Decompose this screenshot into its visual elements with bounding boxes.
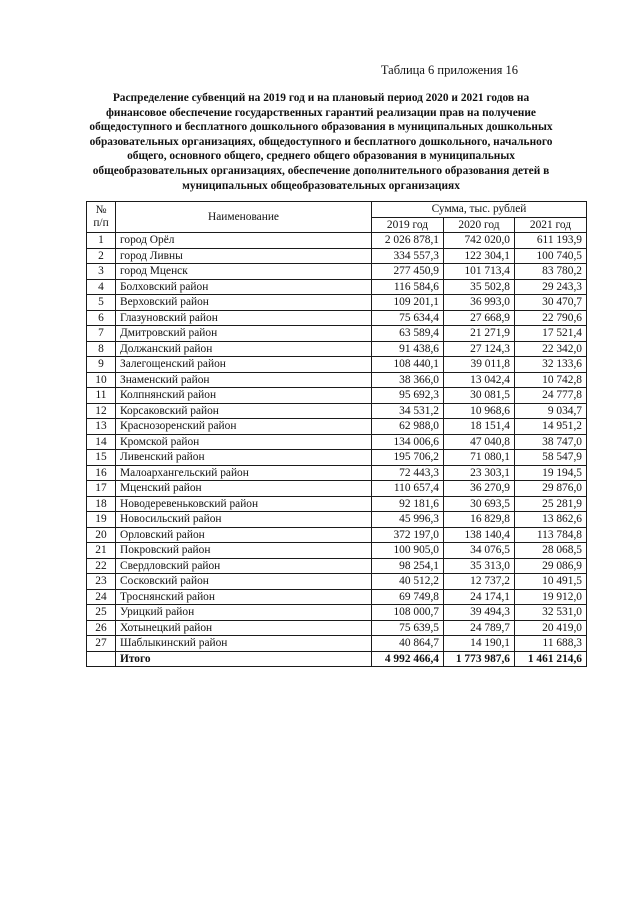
row-name: Колпнянский район <box>116 388 372 404</box>
total-row <box>87 651 587 667</box>
table-row <box>87 589 587 605</box>
row-name: Дмитровский район <box>116 326 372 342</box>
row-value-2019: 116 584,6 <box>372 279 444 295</box>
row-value-2019: 372 197,0 <box>372 527 444 543</box>
row-value-2019: 38 366,0 <box>372 372 444 388</box>
row-value-2019: 2 026 878,1 <box>372 233 444 249</box>
row-value-2020: 35 313,0 <box>444 558 515 574</box>
row-number: 21 <box>87 543 116 559</box>
row-name: Свердловский район <box>116 558 372 574</box>
row-value-2020: 35 502,8 <box>444 279 515 295</box>
row-value-2020: 138 140,4 <box>444 527 515 543</box>
row-number: 20 <box>87 527 116 543</box>
row-value-2021: 29 243,3 <box>515 279 587 295</box>
row-value-2019: 40 864,7 <box>372 636 444 652</box>
row-name: Корсаковский район <box>116 403 372 419</box>
row-name: город Орёл <box>116 233 372 249</box>
table-row <box>87 527 587 543</box>
row-value-2021: 9 034,7 <box>515 403 587 419</box>
table-row <box>87 357 587 373</box>
row-value-2020: 39 011,8 <box>444 357 515 373</box>
row-number: 22 <box>87 558 116 574</box>
table-row <box>87 512 587 528</box>
row-name: город Мценск <box>116 264 372 280</box>
total-label: Итого <box>116 651 372 667</box>
header-sum: Сумма, тыс. рублей <box>372 202 587 218</box>
row-value-2021: 29 086,9 <box>515 558 587 574</box>
row-name: Шаблыкинский район <box>116 636 372 652</box>
row-name: Должанский район <box>116 341 372 357</box>
row-number: 1 <box>87 233 116 249</box>
row-value-2020: 30 693,5 <box>444 496 515 512</box>
header-num-abbrev: п/п <box>93 217 109 229</box>
row-name: Мценский район <box>116 481 372 497</box>
row-value-2020: 10 968,6 <box>444 403 515 419</box>
row-name: Ливенский район <box>116 450 372 466</box>
row-value-2020: 24 789,7 <box>444 620 515 636</box>
row-name: Сосковский район <box>116 574 372 590</box>
row-value-2019: 277 450,9 <box>372 264 444 280</box>
table-row <box>87 496 587 512</box>
table-row <box>87 310 587 326</box>
row-value-2021: 83 780,2 <box>515 264 587 280</box>
row-value-2020: 21 271,9 <box>444 326 515 342</box>
row-value-2020: 13 042,4 <box>444 372 515 388</box>
row-name: Знаменский район <box>116 372 372 388</box>
row-value-2019: 91 438,6 <box>372 341 444 357</box>
row-number: 15 <box>87 450 116 466</box>
row-value-2021: 14 951,2 <box>515 419 587 435</box>
row-number: 19 <box>87 512 116 528</box>
header-year-2020: 2020 год <box>444 217 515 233</box>
row-name: Глазуновский район <box>116 310 372 326</box>
row-value-2020: 36 993,0 <box>444 295 515 311</box>
table-row <box>87 450 587 466</box>
table-row <box>87 620 587 636</box>
table-row <box>87 543 587 559</box>
row-number: 16 <box>87 465 116 481</box>
row-value-2019: 334 557,3 <box>372 248 444 264</box>
row-value-2021: 10 742,8 <box>515 372 587 388</box>
row-value-2020: 39 494,3 <box>444 605 515 621</box>
row-value-2020: 14 190,1 <box>444 636 515 652</box>
row-value-2020: 16 829,8 <box>444 512 515 528</box>
row-value-2019: 45 996,3 <box>372 512 444 528</box>
row-name: Краснозоренский район <box>116 419 372 435</box>
table-row <box>87 481 587 497</box>
row-name: Новодеревеньковский район <box>116 496 372 512</box>
row-value-2019: 95 692,3 <box>372 388 444 404</box>
row-value-2021: 25 281,9 <box>515 496 587 512</box>
total-value-2020: 1 773 987,6 <box>444 651 515 667</box>
table-reference: Таблица 6 приложения 16 <box>380 63 518 77</box>
row-value-2019: 100 905,0 <box>372 543 444 559</box>
table-row <box>87 388 587 404</box>
row-value-2020: 18 151,4 <box>444 419 515 435</box>
row-value-2019: 69 749,8 <box>372 589 444 605</box>
row-name: Орловский район <box>116 527 372 543</box>
row-number: 18 <box>87 496 116 512</box>
header-name: Наименование <box>116 202 372 233</box>
row-name: Урицкий район <box>116 605 372 621</box>
row-value-2019: 134 006,6 <box>372 434 444 450</box>
row-value-2019: 62 988,0 <box>372 419 444 435</box>
row-value-2020: 27 124,3 <box>444 341 515 357</box>
row-value-2019: 92 181,6 <box>372 496 444 512</box>
row-value-2019: 109 201,1 <box>372 295 444 311</box>
row-value-2020: 24 174,1 <box>444 589 515 605</box>
row-value-2021: 29 876,0 <box>515 481 587 497</box>
row-value-2021: 22 342,0 <box>515 341 587 357</box>
row-value-2021: 22 790,6 <box>515 310 587 326</box>
table-body <box>87 233 587 667</box>
row-number: 26 <box>87 620 116 636</box>
row-value-2021: 13 862,6 <box>515 512 587 528</box>
row-number: 3 <box>87 264 116 280</box>
row-number: 11 <box>87 388 116 404</box>
table-row <box>87 636 587 652</box>
row-value-2020: 27 668,9 <box>444 310 515 326</box>
row-value-2021: 11 688,3 <box>515 636 587 652</box>
subvention-table <box>86 201 587 667</box>
row-name: Троснянский район <box>116 589 372 605</box>
row-name: Хотынецкий район <box>116 620 372 636</box>
row-number: 14 <box>87 434 116 450</box>
row-value-2021: 58 547,9 <box>515 450 587 466</box>
row-value-2021: 100 740,5 <box>515 248 587 264</box>
row-number: 23 <box>87 574 116 590</box>
table-row <box>87 465 587 481</box>
header-year-2019: 2019 год <box>372 217 444 233</box>
row-value-2021: 17 521,4 <box>515 326 587 342</box>
table-row <box>87 341 587 357</box>
row-name: Покровский район <box>116 543 372 559</box>
row-number: 2 <box>87 248 116 264</box>
row-value-2019: 110 657,4 <box>372 481 444 497</box>
row-value-2020: 742 020,0 <box>444 233 515 249</box>
row-number: 6 <box>87 310 116 326</box>
table-row <box>87 264 587 280</box>
row-value-2021: 20 419,0 <box>515 620 587 636</box>
table-row <box>87 419 587 435</box>
row-value-2020: 36 270,9 <box>444 481 515 497</box>
row-value-2019: 63 589,4 <box>372 326 444 342</box>
row-name: город Ливны <box>116 248 372 264</box>
row-number: 9 <box>87 357 116 373</box>
row-value-2019: 75 634,4 <box>372 310 444 326</box>
table-row <box>87 372 587 388</box>
row-value-2020: 71 080,1 <box>444 450 515 466</box>
row-value-2019: 108 000,7 <box>372 605 444 621</box>
row-value-2020: 30 081,5 <box>444 388 515 404</box>
row-value-2020: 47 040,8 <box>444 434 515 450</box>
row-value-2021: 19 194,5 <box>515 465 587 481</box>
total-value-2019: 4 992 466,4 <box>372 651 444 667</box>
row-value-2021: 32 531,0 <box>515 605 587 621</box>
row-name: Болховский район <box>116 279 372 295</box>
row-value-2019: 195 706,2 <box>372 450 444 466</box>
row-name: Малоархангельский район <box>116 465 372 481</box>
row-value-2021: 38 747,0 <box>515 434 587 450</box>
row-value-2019: 108 440,1 <box>372 357 444 373</box>
row-value-2019: 75 639,5 <box>372 620 444 636</box>
row-value-2020: 34 076,5 <box>444 543 515 559</box>
row-value-2020: 122 304,1 <box>444 248 515 264</box>
row-number: 13 <box>87 419 116 435</box>
table-row <box>87 248 587 264</box>
row-value-2020: 23 303,1 <box>444 465 515 481</box>
row-value-2021: 19 912,0 <box>515 589 587 605</box>
row-number: 25 <box>87 605 116 621</box>
row-name: Верховский район <box>116 295 372 311</box>
row-number: 8 <box>87 341 116 357</box>
table-row <box>87 233 587 249</box>
row-value-2019: 34 531,2 <box>372 403 444 419</box>
row-name: Залегощенский район <box>116 357 372 373</box>
row-number: 27 <box>87 636 116 652</box>
header-year-2021: 2021 год <box>515 217 587 233</box>
table-row <box>87 326 587 342</box>
row-number: 17 <box>87 481 116 497</box>
row-value-2021: 30 470,7 <box>515 295 587 311</box>
row-value-2020: 12 737,2 <box>444 574 515 590</box>
total-empty-cell <box>87 651 116 667</box>
row-value-2020: 101 713,4 <box>444 264 515 280</box>
row-value-2021: 611 193,9 <box>515 233 587 249</box>
row-number: 5 <box>87 295 116 311</box>
table-row <box>87 605 587 621</box>
table-row <box>87 574 587 590</box>
table-row <box>87 558 587 574</box>
row-name: Кромской район <box>116 434 372 450</box>
document-title: Распределение субвенций на 2019 год и на плановый период 2020 и 2021 годов на финансовое обеспечение государственных гарантий реализации прав на получение общедоступного и бесплатного дошкольного образования в муниципальных дошкольных образовательных организациях, общедоступного и бесплатного дошкольного, начального общего, основного общего, среднего общего образования в муниципальных общеобразовательных организациях, обеспечение дополнительного образования детей в муниципальных общеобразовательных организациях <box>89 92 553 192</box>
row-value-2021: 10 491,5 <box>515 574 587 590</box>
row-number: 10 <box>87 372 116 388</box>
row-value-2021: 24 777,8 <box>515 388 587 404</box>
table-row <box>87 403 587 419</box>
table-row <box>87 279 587 295</box>
row-number: 24 <box>87 589 116 605</box>
row-value-2019: 72 443,3 <box>372 465 444 481</box>
row-value-2021: 113 784,8 <box>515 527 587 543</box>
table-row <box>87 295 587 311</box>
row-value-2021: 32 133,6 <box>515 357 587 373</box>
header-num <box>87 202 116 233</box>
row-value-2019: 40 512,2 <box>372 574 444 590</box>
row-number: 7 <box>87 326 116 342</box>
row-number: 12 <box>87 403 116 419</box>
row-name: Новосильский район <box>116 512 372 528</box>
header-num-symbol: № <box>95 204 107 216</box>
table-row <box>87 434 587 450</box>
total-value-2021: 1 461 214,6 <box>515 651 587 667</box>
row-value-2019: 98 254,1 <box>372 558 444 574</box>
row-number: 4 <box>87 279 116 295</box>
row-value-2021: 28 068,5 <box>515 543 587 559</box>
